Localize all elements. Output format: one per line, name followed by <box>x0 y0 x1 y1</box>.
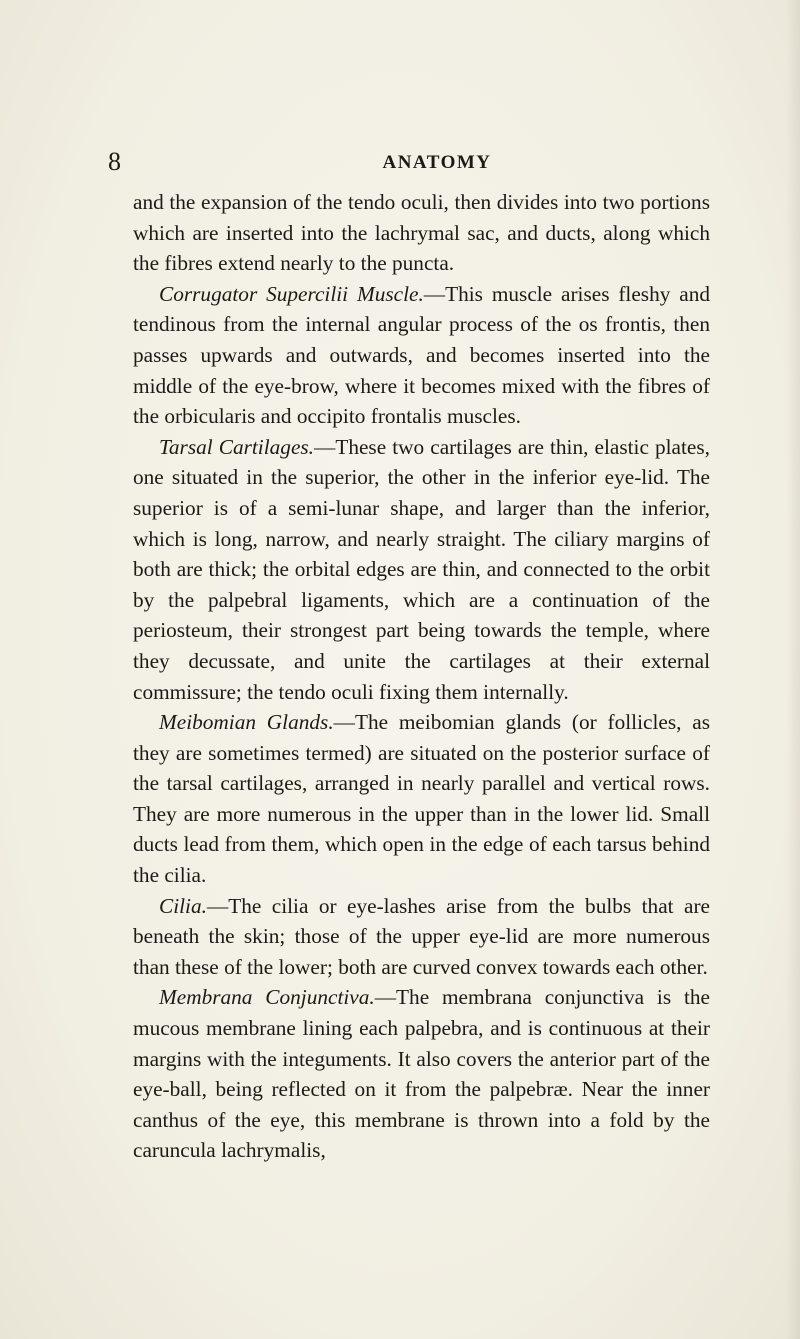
section-heading: Corrugator Supercilii Muscle. <box>159 281 424 306</box>
section-heading: Membrana Conjunctiva. <box>159 985 375 1010</box>
section-heading: Cilia. <box>159 893 207 918</box>
paragraph-tarsal-cartilages <box>133 432 710 707</box>
paragraph-cilia <box>133 891 710 983</box>
body-text <box>133 187 710 1166</box>
paragraph-text: —The meibomian glands (or follicles, as they are sometimes termed) are situated on the posterior surface of the tarsal cartilages, arranged in nearly parallel and vertical rows. They are more numerous in the upper than in the lower lid. Small ducts lead from them, which open in the edge of each tarsus behind the cilia. <box>133 710 710 888</box>
paragraph-text: —This muscle arises fleshy and tendinous from the internal angular process of the os frontis, then passes upwards and outwards, and becomes inserted into the middle of the eye-brow, where it becomes mixed with the fibres of the orbicularis and occipito frontalis muscles. <box>133 281 710 429</box>
paragraph-text: and the expansion of the tendo oculi, then divides into two portions which are inserted into the lachrymal sac, and ducts, along which the fibres extend nearly to the puncta. <box>133 190 710 276</box>
paragraph-text: —The membrana conjunctiva is the mucous membrane lining each palpebra, and is continuous at their margins with the integuments. It also covers the anterior part of the eye-ball, being reflected on it from the palpebræ. Near the inner canthus of the eye, this membrane is thrown into a fold by the caruncula lachrymalis, <box>133 985 710 1163</box>
page-number: 8 <box>108 147 121 176</box>
paragraph-text: —The cilia or eye-lashes arise from the bulbs that are beneath the skin; those of the upper eye-lid are more numerous than these of the lower; both are curved convex towards each other. <box>133 893 710 979</box>
paragraph-corrugator <box>133 279 710 432</box>
page-header <box>108 147 718 177</box>
paragraph-membrana-conjunctiva <box>133 982 710 1166</box>
running-title: ANATOMY <box>382 152 492 173</box>
section-heading: Tarsal Cartilages. <box>159 434 315 459</box>
paragraph-text: —These two cartilages are thin, elastic plates, one situated in the superior, the other in the inferior eye-lid. The superior is of a semi-lunar shape, and larger than the inferior, which is long, narrow, and nearly straight. The ciliary margins of both are thick; the orbital edges are thin, and connected to the orbit by the palpebral ligaments, which are a continuation of the periosteum, their strongest part being towards the temple, where they decussate, and unite the cartilages at their external commissure; the tendo oculi fixing them internally. <box>133 434 710 704</box>
page-edge-shadow <box>786 0 800 1339</box>
section-heading: Meibomian Glands. <box>159 710 334 735</box>
paragraph-continuation <box>133 187 710 279</box>
paragraph-meibomian-glands <box>133 707 710 891</box>
